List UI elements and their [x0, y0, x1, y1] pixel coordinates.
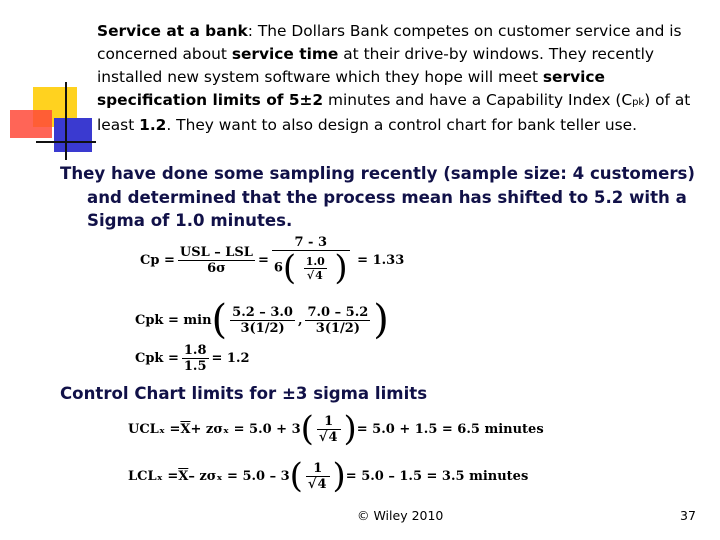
decor-red-square	[10, 110, 52, 138]
decor-horizontal-line	[36, 141, 96, 143]
ucl-formula: UCLₓ = $\overline{X}$ + zσₓ = 5.0 + 3 ( $\frac{1}{√4}$ ) = 5.0 + 1.5 = 6.5 minutes	[128, 409, 544, 449]
decor-vertical-line	[65, 82, 67, 160]
cpk-min-formula: Cpk = min ( $\frac{5.2 - 3.0}{3(1/2)}$ , $\frac{7.0 - 5.2}{3(1/2)}$ )	[135, 297, 389, 343]
lcl-formula: LCLₓ = $\overline{X}$ – zσₓ = 5.0 – 3 ( $\frac{1}{√4}$ ) = 5.0 – 1.5 = 3.5 minutes	[128, 456, 529, 496]
page-number: 37	[680, 508, 696, 523]
sampling-paragraph: They have done some sampling recently (sample size: 4 customers) and determined that the process mean has shifted to 5.2 with a Sigma of 1.0 minutes.	[60, 164, 696, 230]
cpk-result-formula: Cpk = $\frac{1.8}{1.5}$ = 1.2	[135, 343, 250, 374]
intro-paragraph: Service at a bank: The Dollars Bank competes on customer service and is concerned about service time at their drive-by windows. They recently installed new system software which they hope will meet service specification limits of 5±2 minutes and have a Capability Index (Cpk) of at least 1.2. They want to also design a control chart for bank teller use.	[97, 22, 691, 134]
control-chart-heading: Control Chart limits for ±3 sigma limits	[60, 384, 428, 403]
decor-blue-square	[54, 118, 92, 152]
footer-copyright: © Wiley 2010	[357, 508, 444, 523]
cp-formula: Cp = $\frac{\text{USL – LSL}}{6\sigma}$ = 7 - 3 6( $\frac{1.0}{√4}$ ) = 1.33	[140, 235, 405, 288]
